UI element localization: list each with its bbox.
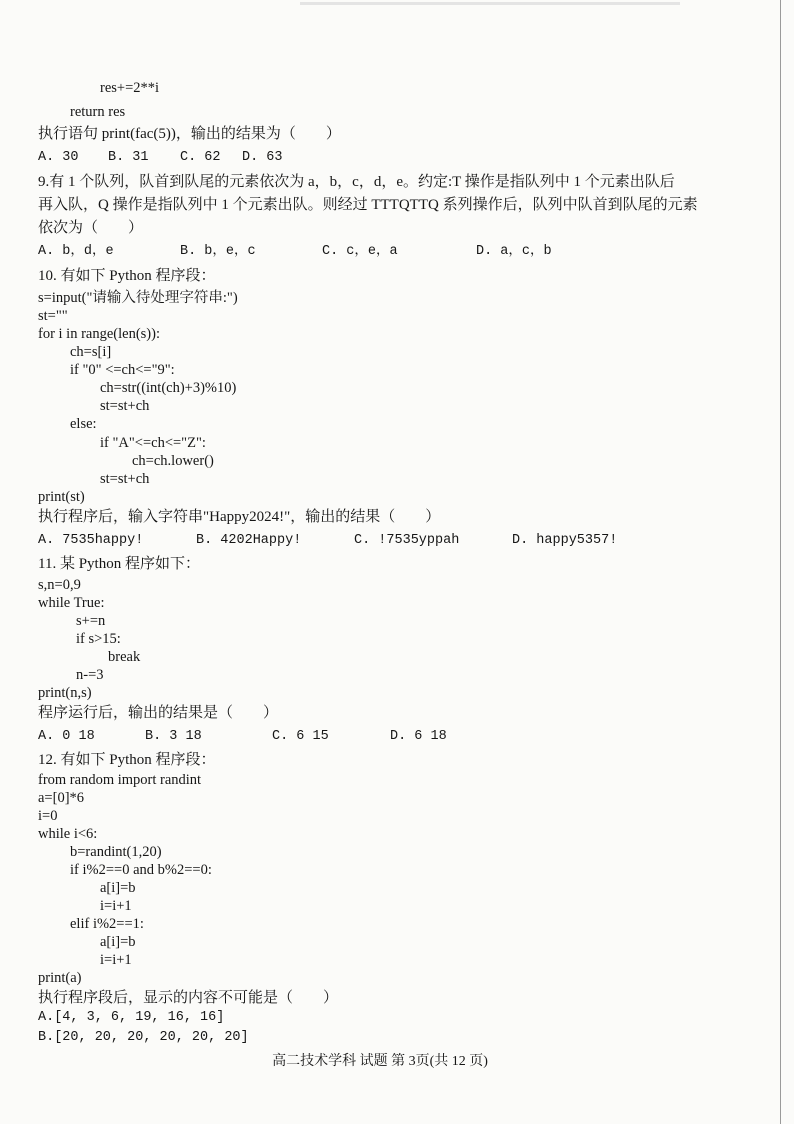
code-line: print(a) bbox=[38, 970, 82, 986]
code-line: s=input("请输入待处理字符串:") bbox=[38, 290, 238, 306]
code-line: i=i+1 bbox=[100, 898, 132, 914]
q10-option-a: A. 7535happy! bbox=[38, 533, 144, 548]
code-line: print(n,s) bbox=[38, 685, 92, 701]
code-line: b=randint(1,20) bbox=[70, 844, 162, 860]
scan-top-mark bbox=[300, 2, 680, 5]
code-line: if i%2==0 and b%2==0: bbox=[70, 862, 212, 878]
q9-stem-line-3: 依次为（ ） bbox=[38, 220, 144, 236]
code-line: res+=2**i bbox=[100, 80, 160, 96]
q10-intro: 10. 有如下 Python 程序段： bbox=[38, 268, 216, 284]
code-line: from random import randint bbox=[38, 772, 202, 788]
code-line: a=[0]*6 bbox=[38, 790, 85, 806]
q10-option-c: C. !7535yppah bbox=[354, 533, 460, 548]
q9-option-b: B. b，e，c bbox=[180, 244, 256, 259]
q12-option-b: B.[20, 20, 20, 20, 20, 20] bbox=[38, 1030, 249, 1045]
q12-intro: 12. 有如下 Python 程序段： bbox=[38, 752, 216, 768]
code-line: st="" bbox=[38, 308, 68, 324]
q9-stem-line-2: 再入队，Q 操作是指队列中 1 个元素出队。则经过 TTTQTTQ 系列操作后，队列中队首到队尾的元素 bbox=[38, 197, 698, 213]
q9-option-c: C. c，e，a bbox=[322, 244, 398, 259]
code-line: break bbox=[108, 649, 141, 665]
q8-option-d: D. 63 bbox=[242, 150, 283, 165]
code-line: s+=n bbox=[76, 613, 106, 629]
code-line: while i<6: bbox=[38, 826, 98, 842]
scan-right-edge bbox=[780, 0, 781, 1124]
q12-option-a: A.[4, 3, 6, 19, 16, 16] bbox=[38, 1010, 225, 1025]
q8-stem: 执行语句 print(fac(5))，输出的结果为（ ） bbox=[38, 126, 341, 142]
code-line: print(st) bbox=[38, 489, 85, 505]
q8-option-c: C. 62 bbox=[180, 150, 221, 165]
code-line: a[i]=b bbox=[100, 934, 136, 950]
code-line: a[i]=b bbox=[100, 880, 136, 896]
q9-option-d: D. a，c，b bbox=[476, 244, 552, 259]
code-line: s,n=0,9 bbox=[38, 577, 81, 593]
code-line: for i in range(len(s)): bbox=[38, 326, 160, 342]
code-line: elif i%2==1: bbox=[70, 916, 144, 932]
q11-option-b: B. 3 18 bbox=[145, 729, 202, 744]
q9-stem-line-1: 9.有 1 个队列，队首到队尾的元素依次为 a，b，c，d，e。约定:T 操作是指队列中 1 个元素出队后 bbox=[38, 174, 675, 190]
q12-stem: 执行程序段后，显示的内容不可能是（ ） bbox=[38, 990, 339, 1006]
code-line: i=0 bbox=[38, 808, 58, 824]
q10-option-d: D. happy5357! bbox=[512, 533, 618, 548]
code-line: else: bbox=[70, 416, 97, 432]
q11-option-c: C. 6 15 bbox=[272, 729, 329, 744]
code-line: if "A"<=ch<="Z": bbox=[100, 435, 206, 451]
q10-stem: 执行程序后，输入字符串"Happy2024!"，输出的结果（ ） bbox=[38, 509, 441, 525]
q11-stem: 程序运行后，输出的结果是（ ） bbox=[38, 705, 279, 721]
q11-intro: 11. 某 Python 程序如下： bbox=[38, 556, 200, 572]
code-line: ch=str((int(ch)+3)%10) bbox=[100, 380, 237, 396]
code-line: i=i+1 bbox=[100, 952, 132, 968]
code-line: st=st+ch bbox=[100, 471, 150, 487]
page-footer: 高二技术学科 试题 第 3页(共 12 页) bbox=[272, 1054, 488, 1069]
code-line: while True: bbox=[38, 595, 105, 611]
q9-option-a: A. b，d，e bbox=[38, 244, 114, 259]
q8-option-a: A. 30 bbox=[38, 150, 79, 165]
code-line: return res bbox=[70, 104, 126, 120]
q11-option-d: D. 6 18 bbox=[390, 729, 447, 744]
code-line: ch=ch.lower() bbox=[132, 453, 214, 469]
q8-option-b: B. 31 bbox=[108, 150, 149, 165]
code-line: ch=s[i] bbox=[70, 344, 112, 360]
code-line: if "0" <=ch<="9": bbox=[70, 362, 175, 378]
code-line: if s>15: bbox=[76, 631, 121, 647]
code-line: n-=3 bbox=[76, 667, 104, 683]
q11-option-a: A. 0 18 bbox=[38, 729, 95, 744]
q10-option-b: B. 4202Happy! bbox=[196, 533, 302, 548]
code-line: st=st+ch bbox=[100, 398, 150, 414]
